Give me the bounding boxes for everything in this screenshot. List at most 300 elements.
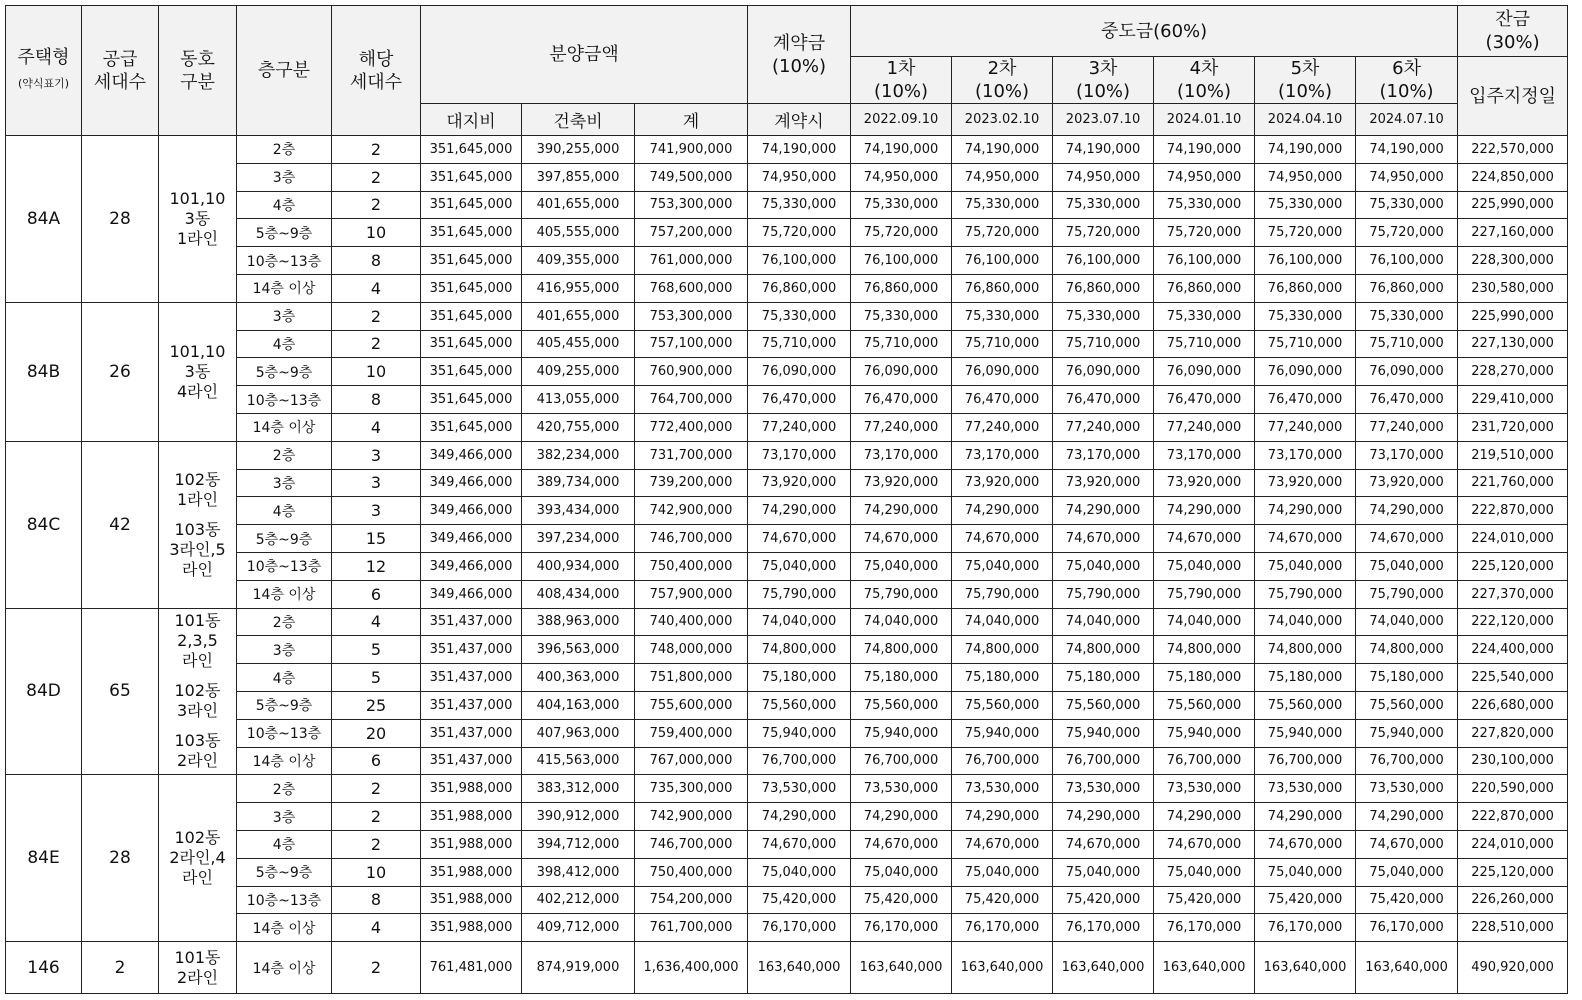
installment-4-amount: 75,180,000 [1154,664,1255,692]
installment-3-amount: 75,330,000 [1053,302,1154,330]
dong-line: 2,3,5 [177,631,218,651]
floor-range: 10층~13층 [237,552,332,580]
installment-3-amount: 75,940,000 [1053,719,1154,747]
build-price: 398,412,000 [522,858,635,886]
installment-5-amount: 74,670,000 [1255,830,1356,858]
installment-6-amount: 74,190,000 [1356,136,1458,164]
installment-6-amount: 75,420,000 [1356,886,1458,914]
installment-6-amount: 76,470,000 [1356,386,1458,414]
floor-range: 3층 [237,469,332,497]
installment-3-amount: 75,180,000 [1053,664,1154,692]
build-price: 397,234,000 [522,525,635,553]
installment-3-amount: 76,090,000 [1053,358,1154,386]
household-count: 20 [332,719,421,747]
contract-amount: 75,790,000 [748,580,851,608]
installment-4-amount: 73,530,000 [1154,775,1255,803]
contract-amount: 77,240,000 [748,413,851,441]
installment-4-amount: 74,290,000 [1154,803,1255,831]
dong-line: 라인 [182,651,213,671]
balance-amount: 222,870,000 [1458,803,1568,831]
installment-1-amount: 76,860,000 [851,274,952,302]
installment-6-amount: 76,170,000 [1356,914,1458,942]
installment-6-amount: 75,040,000 [1356,552,1458,580]
table-row [6,830,1568,858]
installment-1-amount: 74,290,000 [851,803,952,831]
build-price: 874,919,000 [522,942,635,994]
balance-amount: 224,010,000 [1458,830,1568,858]
contract-amount: 76,100,000 [748,247,851,275]
table-row [6,942,1568,994]
installment-3-amount: 74,950,000 [1053,163,1154,191]
total-price: 761,000,000 [635,247,748,275]
floor-range: 2층 [237,441,332,469]
header-installment-5: 5차 (10%) [1255,57,1356,104]
land-price: 349,466,000 [421,552,522,580]
table-row [6,775,1568,803]
total-price: 772,400,000 [635,413,748,441]
installment-4-amount: 76,090,000 [1154,358,1255,386]
land-price: 351,988,000 [421,803,522,831]
household-count: 3 [332,441,421,469]
land-price: 351,645,000 [421,163,522,191]
installment-6-amount: 75,040,000 [1356,858,1458,886]
total-price: 750,400,000 [635,552,748,580]
land-price: 351,437,000 [421,664,522,692]
installment-4-amount: 76,170,000 [1154,914,1255,942]
installment-2-amount: 76,470,000 [952,386,1053,414]
table-row [6,274,1568,302]
table-row [6,552,1568,580]
table-row [6,219,1568,247]
header-supply: 공급 세대수 [82,6,159,136]
installment-5-amount: 75,560,000 [1255,691,1356,719]
installment-2-amount: 75,330,000 [952,302,1053,330]
installment-3-amount: 75,040,000 [1053,552,1154,580]
land-price: 351,645,000 [421,247,522,275]
installment-3-amount: 74,040,000 [1053,608,1154,636]
installment-4-amount: 75,330,000 [1154,191,1255,219]
balance-amount: 219,510,000 [1458,441,1568,469]
installment-3-amount: 75,560,000 [1053,691,1154,719]
installment-6-amount: 75,940,000 [1356,719,1458,747]
total-price: 754,200,000 [635,886,748,914]
total-price: 768,600,000 [635,274,748,302]
installment-5-amount: 74,190,000 [1255,136,1356,164]
installment-3-amount: 73,530,000 [1053,775,1154,803]
installment-2-amount: 74,040,000 [952,608,1053,636]
dong-line: 1라인 [176,489,219,509]
installment-4-amount: 74,190,000 [1154,136,1255,164]
installment-3-amount: 74,670,000 [1053,830,1154,858]
installment-2-amount: 75,940,000 [952,719,1053,747]
installment-2-amount: 75,180,000 [952,664,1053,692]
build-price: 389,734,000 [522,469,635,497]
dong-line: 1라인 [176,228,219,248]
dong-label [159,775,237,942]
installment-6-amount: 73,530,000 [1356,775,1458,803]
dong-line: 2라인 [176,967,219,987]
dong-line: 3동 [184,208,211,228]
installment-5-amount: 74,290,000 [1255,803,1356,831]
total-price: 767,000,000 [635,747,748,775]
installment-4-amount: 73,170,000 [1154,441,1255,469]
installment-6-amount: 74,290,000 [1356,497,1458,525]
dong-line: 3동 [184,361,211,381]
build-price: 409,355,000 [522,247,635,275]
land-price: 351,645,000 [421,136,522,164]
floor-range: 4층 [237,191,332,219]
balance-amount: 222,870,000 [1458,497,1568,525]
installment-3-amount: 75,710,000 [1053,330,1154,358]
dong-line: 라인 [182,868,213,888]
contract-amount: 75,330,000 [748,302,851,330]
table-body [6,136,1568,994]
header-installment-6: 6차 (10%) [1356,57,1458,104]
household-count: 25 [332,691,421,719]
build-price: 382,234,000 [522,441,635,469]
total-price: 760,900,000 [635,358,748,386]
installment-2-amount: 77,240,000 [952,413,1053,441]
build-price: 383,312,000 [522,775,635,803]
balance-amount: 222,570,000 [1458,136,1568,164]
contract-amount: 74,950,000 [748,163,851,191]
installment-4-amount: 74,670,000 [1154,830,1255,858]
contract-amount: 73,170,000 [748,441,851,469]
installment-3-amount: 163,640,000 [1053,942,1154,994]
household-count: 10 [332,219,421,247]
unit-type: 84C [6,441,82,608]
land-price: 351,437,000 [421,747,522,775]
land-price: 351,437,000 [421,691,522,719]
land-price: 349,466,000 [421,469,522,497]
installment-5-amount: 76,860,000 [1255,274,1356,302]
land-price: 351,645,000 [421,358,522,386]
total-price: 740,400,000 [635,608,748,636]
installment-6-amount: 76,860,000 [1356,274,1458,302]
contract-amount: 76,700,000 [748,747,851,775]
table-row [6,441,1568,469]
build-price: 402,212,000 [522,886,635,914]
balance-amount: 222,120,000 [1458,608,1568,636]
installment-4-amount: 75,420,000 [1154,886,1255,914]
dong-line: 2라인,4 [169,848,226,868]
installment-5-amount: 73,920,000 [1255,469,1356,497]
build-price: 420,755,000 [522,413,635,441]
household-count: 12 [332,552,421,580]
land-price: 349,466,000 [421,580,522,608]
installment-1-amount: 74,950,000 [851,163,952,191]
dong-line [159,721,236,731]
household-count: 10 [332,358,421,386]
installment-5-amount: 75,330,000 [1255,302,1356,330]
installment-1-amount: 75,330,000 [851,302,952,330]
build-price: 393,434,000 [522,497,635,525]
installment-1-amount: 76,090,000 [851,358,952,386]
installment-2-amount: 75,790,000 [952,580,1053,608]
table-row [6,664,1568,692]
supply-count: 65 [82,608,159,775]
balance-amount: 227,370,000 [1458,580,1568,608]
floor-range: 3층 [237,302,332,330]
household-count: 2 [332,163,421,191]
unit-type: 84D [6,608,82,775]
installment-5-amount: 74,290,000 [1255,497,1356,525]
balance-amount: 227,130,000 [1458,330,1568,358]
dong-line: 102동 [174,681,221,701]
header-installment-1: 1차 (10%) [851,57,952,104]
floor-range: 10층~13층 [237,247,332,275]
build-price: 415,563,000 [522,747,635,775]
household-count: 2 [332,775,421,803]
total-price: 764,700,000 [635,386,748,414]
floor-range: 4층 [237,497,332,525]
installment-2-amount: 75,560,000 [952,691,1053,719]
header-installment-date-2: 2023.02.10 [952,104,1053,136]
total-price: 757,100,000 [635,330,748,358]
total-price: 753,300,000 [635,302,748,330]
floor-range: 14층 이상 [237,274,332,302]
total-price: 739,200,000 [635,469,748,497]
installment-5-amount: 75,040,000 [1255,858,1356,886]
table-row [6,136,1568,164]
build-price: 394,712,000 [522,830,635,858]
installment-2-amount: 74,290,000 [952,497,1053,525]
installment-4-amount: 74,290,000 [1154,497,1255,525]
floor-range: 10층~13층 [237,719,332,747]
header-balance: 잔금 (30%) [1458,6,1568,57]
balance-amount: 231,720,000 [1458,413,1568,441]
installment-6-amount: 76,700,000 [1356,747,1458,775]
dong-label [159,608,237,775]
household-count: 2 [332,136,421,164]
installment-4-amount: 75,790,000 [1154,580,1255,608]
installment-1-amount: 75,040,000 [851,552,952,580]
total-price: 1,636,400,000 [635,942,748,994]
build-price: 400,363,000 [522,664,635,692]
installment-5-amount: 73,170,000 [1255,441,1356,469]
installment-3-amount: 76,700,000 [1053,747,1154,775]
installment-3-amount: 75,790,000 [1053,580,1154,608]
installment-5-amount: 75,040,000 [1255,552,1356,580]
installment-2-amount: 76,860,000 [952,274,1053,302]
household-count: 2 [332,830,421,858]
build-price: 388,963,000 [522,608,635,636]
household-count: 2 [332,302,421,330]
table-row [6,247,1568,275]
household-count: 6 [332,747,421,775]
header-floor: 층구분 [237,6,332,136]
installment-2-amount: 74,800,000 [952,636,1053,664]
contract-amount: 75,710,000 [748,330,851,358]
build-price: 401,655,000 [522,191,635,219]
total-price: 761,700,000 [635,914,748,942]
installment-4-amount: 75,710,000 [1154,330,1255,358]
household-count: 4 [332,608,421,636]
header-installment-date-5: 2024.04.10 [1255,104,1356,136]
land-price: 351,988,000 [421,775,522,803]
floor-range: 2층 [237,136,332,164]
dong-line: 101,10 [169,341,226,361]
installment-5-amount: 75,330,000 [1255,191,1356,219]
installment-3-amount: 74,190,000 [1053,136,1154,164]
household-count: 8 [332,247,421,275]
installment-4-amount: 74,800,000 [1154,636,1255,664]
installment-2-amount: 76,700,000 [952,747,1053,775]
land-price: 351,988,000 [421,886,522,914]
installment-1-amount: 74,670,000 [851,830,952,858]
installment-1-amount: 75,330,000 [851,191,952,219]
installment-6-amount: 163,640,000 [1356,942,1458,994]
dong-line: 102동 [174,828,221,848]
household-count: 6 [332,580,421,608]
table-row [6,469,1568,497]
table-row [6,858,1568,886]
total-price: 746,700,000 [635,525,748,553]
contract-amount: 76,470,000 [748,386,851,414]
table-row [6,803,1568,831]
header-households: 해당 세대수 [332,6,421,136]
household-count: 2 [332,803,421,831]
floor-range: 14층 이상 [237,942,332,994]
installment-4-amount: 74,040,000 [1154,608,1255,636]
build-price: 397,855,000 [522,163,635,191]
balance-amount: 220,590,000 [1458,775,1568,803]
installment-1-amount: 75,560,000 [851,691,952,719]
installment-5-amount: 75,420,000 [1255,886,1356,914]
land-price: 351,645,000 [421,330,522,358]
header-build: 건축비 [522,104,635,136]
dong-line: 101,10 [169,188,226,208]
floor-range: 2층 [237,775,332,803]
installment-5-amount: 74,950,000 [1255,163,1356,191]
table-row [6,358,1568,386]
floor-range: 10층~13층 [237,886,332,914]
dong-label [159,441,237,608]
floor-range: 14층 이상 [237,580,332,608]
installment-4-amount: 76,100,000 [1154,247,1255,275]
installment-1-amount: 75,940,000 [851,719,952,747]
installment-2-amount: 75,040,000 [952,858,1053,886]
table-row [6,914,1568,942]
total-price: 755,600,000 [635,691,748,719]
build-price: 390,255,000 [522,136,635,164]
total-price: 751,800,000 [635,664,748,692]
household-count: 4 [332,274,421,302]
floor-range: 4층 [237,330,332,358]
balance-amount: 226,680,000 [1458,691,1568,719]
floor-range: 3층 [237,163,332,191]
installment-6-amount: 75,720,000 [1356,219,1458,247]
table-row [6,497,1568,525]
balance-amount: 224,400,000 [1458,636,1568,664]
installment-6-amount: 75,710,000 [1356,330,1458,358]
installment-3-amount: 74,670,000 [1053,525,1154,553]
installment-2-amount: 75,420,000 [952,886,1053,914]
floor-range: 4층 [237,830,332,858]
installment-3-amount: 76,170,000 [1053,914,1154,942]
floor-range: 5층~9층 [237,858,332,886]
installment-1-amount: 74,800,000 [851,636,952,664]
balance-amount: 225,990,000 [1458,191,1568,219]
installment-1-amount: 75,180,000 [851,664,952,692]
land-price: 349,466,000 [421,525,522,553]
floor-range: 5층~9층 [237,525,332,553]
balance-amount: 228,300,000 [1458,247,1568,275]
installment-5-amount: 76,100,000 [1255,247,1356,275]
installment-1-amount: 76,700,000 [851,747,952,775]
contract-amount: 73,920,000 [748,469,851,497]
total-price: 757,900,000 [635,580,748,608]
table-row [6,580,1568,608]
total-price: 759,400,000 [635,719,748,747]
dong-line: 3라인 [176,701,219,721]
installment-2-amount: 75,330,000 [952,191,1053,219]
contract-amount: 74,670,000 [748,525,851,553]
installment-5-amount: 74,800,000 [1255,636,1356,664]
build-price: 408,434,000 [522,580,635,608]
contract-amount: 75,330,000 [748,191,851,219]
installment-3-amount: 74,800,000 [1053,636,1154,664]
land-price: 351,645,000 [421,302,522,330]
balance-amount: 229,410,000 [1458,386,1568,414]
installment-1-amount: 73,170,000 [851,441,952,469]
installment-4-amount: 77,240,000 [1154,413,1255,441]
installment-1-amount: 74,290,000 [851,497,952,525]
floor-range: 14층 이상 [237,413,332,441]
supply-count: 28 [82,136,159,303]
land-price: 351,645,000 [421,219,522,247]
total-price: 735,300,000 [635,775,748,803]
installment-1-amount: 77,240,000 [851,413,952,441]
build-price: 404,163,000 [522,691,635,719]
header-installment-date-6: 2024.07.10 [1356,104,1458,136]
installment-2-amount: 73,530,000 [952,775,1053,803]
build-price: 405,555,000 [522,219,635,247]
contract-amount: 76,170,000 [748,914,851,942]
installment-3-amount: 76,100,000 [1053,247,1154,275]
land-price: 349,466,000 [421,441,522,469]
installment-3-amount: 73,920,000 [1053,469,1154,497]
build-price: 405,455,000 [522,330,635,358]
land-price: 351,437,000 [421,636,522,664]
installment-4-amount: 76,860,000 [1154,274,1255,302]
installment-2-amount: 74,670,000 [952,830,1053,858]
dong-line: 3라인,5 [169,539,226,559]
dong-line: 101동 [174,947,221,967]
dong-line: 102동 [174,469,221,489]
household-count: 15 [332,525,421,553]
installment-2-amount: 73,920,000 [952,469,1053,497]
installment-2-amount: 76,090,000 [952,358,1053,386]
contract-amount: 76,090,000 [748,358,851,386]
household-count: 10 [332,858,421,886]
installment-4-amount: 76,700,000 [1154,747,1255,775]
installment-1-amount: 73,920,000 [851,469,952,497]
installment-2-amount: 75,040,000 [952,552,1053,580]
price-table [5,5,1568,994]
installment-5-amount: 75,180,000 [1255,664,1356,692]
contract-amount: 75,040,000 [748,552,851,580]
balance-amount: 224,850,000 [1458,163,1568,191]
contract-amount: 75,180,000 [748,664,851,692]
installment-2-amount: 76,170,000 [952,914,1053,942]
contract-amount: 74,290,000 [748,803,851,831]
installment-6-amount: 74,290,000 [1356,803,1458,831]
dong-label [159,302,237,441]
installment-6-amount: 76,100,000 [1356,247,1458,275]
header-middle: 중도금(60%) [851,6,1458,57]
contract-amount: 163,640,000 [748,942,851,994]
